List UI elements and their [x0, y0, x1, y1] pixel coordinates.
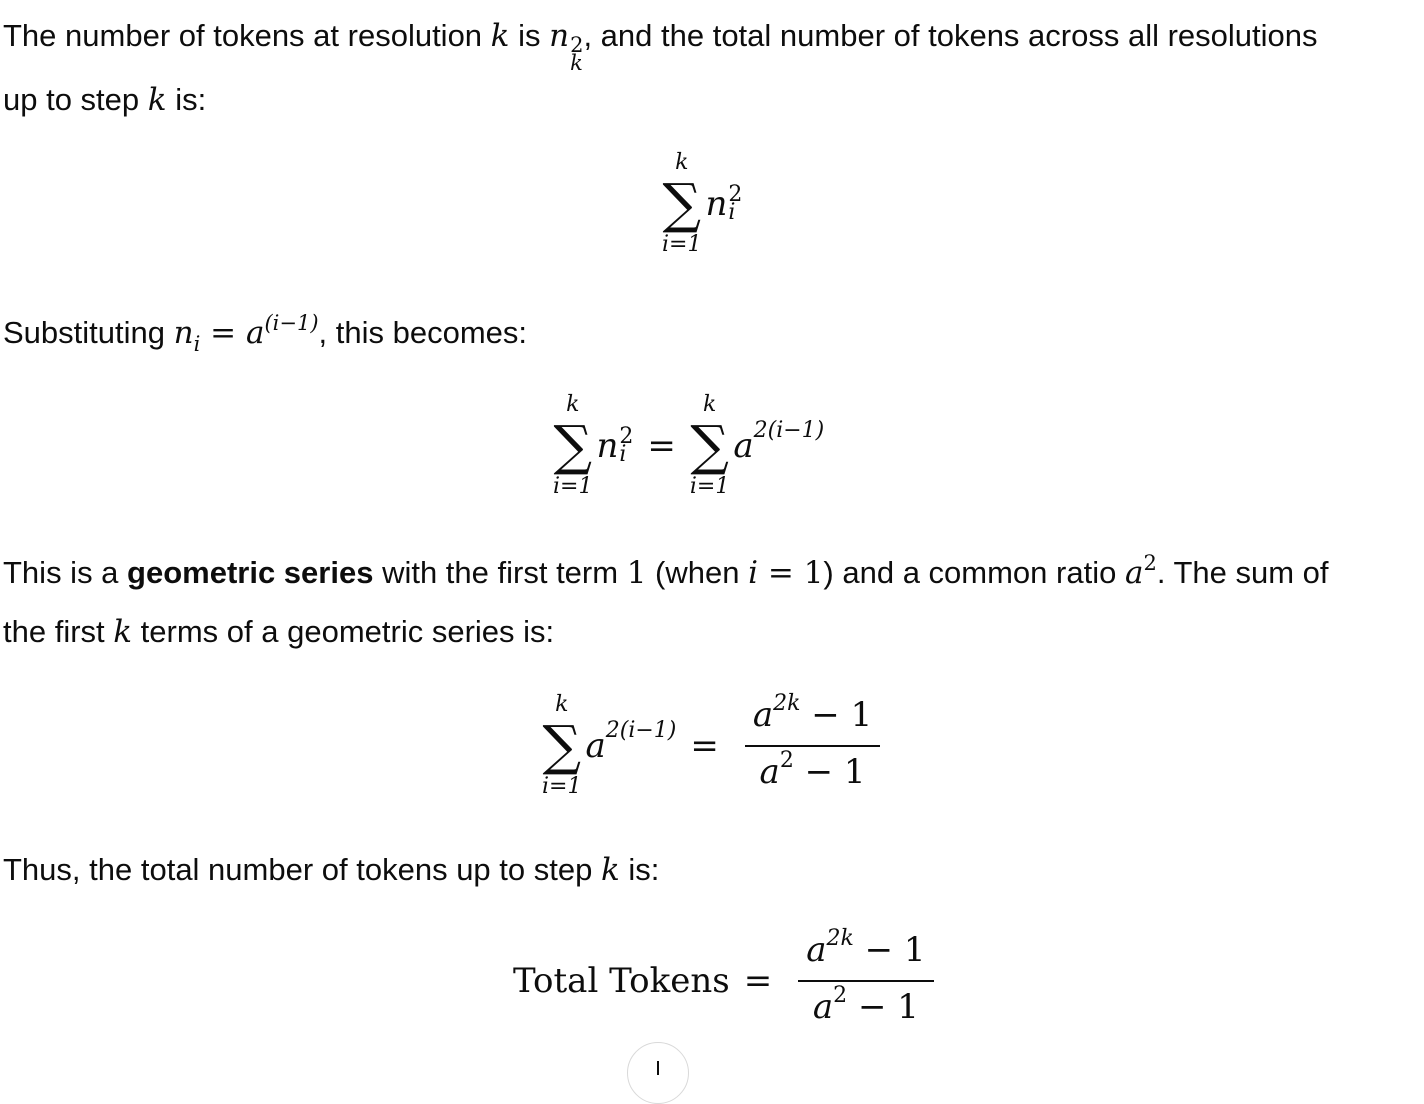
scroll-down-button[interactable]	[627, 1042, 689, 1104]
equation-sum-n-squared: k ∑ i=1 n 2 i	[662, 150, 743, 257]
fraction: $\frac{a^{2k} - 1}{a^2 - 1}$	[798, 925, 933, 1037]
arrow-down-icon	[657, 1061, 659, 1075]
equation-substituted-sum: k ∑ i=1 n 2 i = k ∑ i=1 a 2(i−1)	[553, 392, 825, 499]
total-tokens-label: Total Tokens	[513, 961, 730, 1001]
paragraph-intro: The number of tokens at resolution k is n 2 k , and the total number of tokens across all resolutions up to step k is:	[3, 18, 1318, 118]
paragraph-geometric-series: This is a geometric series with the first term 1 (when i = 1) and a common ratio $a^2$. The sum of the first k terms of a geometric series is:	[3, 551, 1329, 650]
paragraph-thus: Thus, the total number of tokens up to step k is:	[3, 852, 660, 888]
equation-total-tokens: Total Tokens = $\frac{a^{2k} - 1}{a^2 - 1}$	[513, 925, 934, 1037]
fraction: $\frac{a^{2k} - 1}{a^2 - 1}$	[745, 690, 880, 802]
paragraph-substitution: Substituting $n_i = a^{(i-1)}$, this becomes:	[3, 311, 528, 356]
equation-geometric-sum: k ∑ i=1 a 2(i−1) = $\frac{a^{2k} - 1}{a^2 - 1}$	[542, 690, 880, 802]
